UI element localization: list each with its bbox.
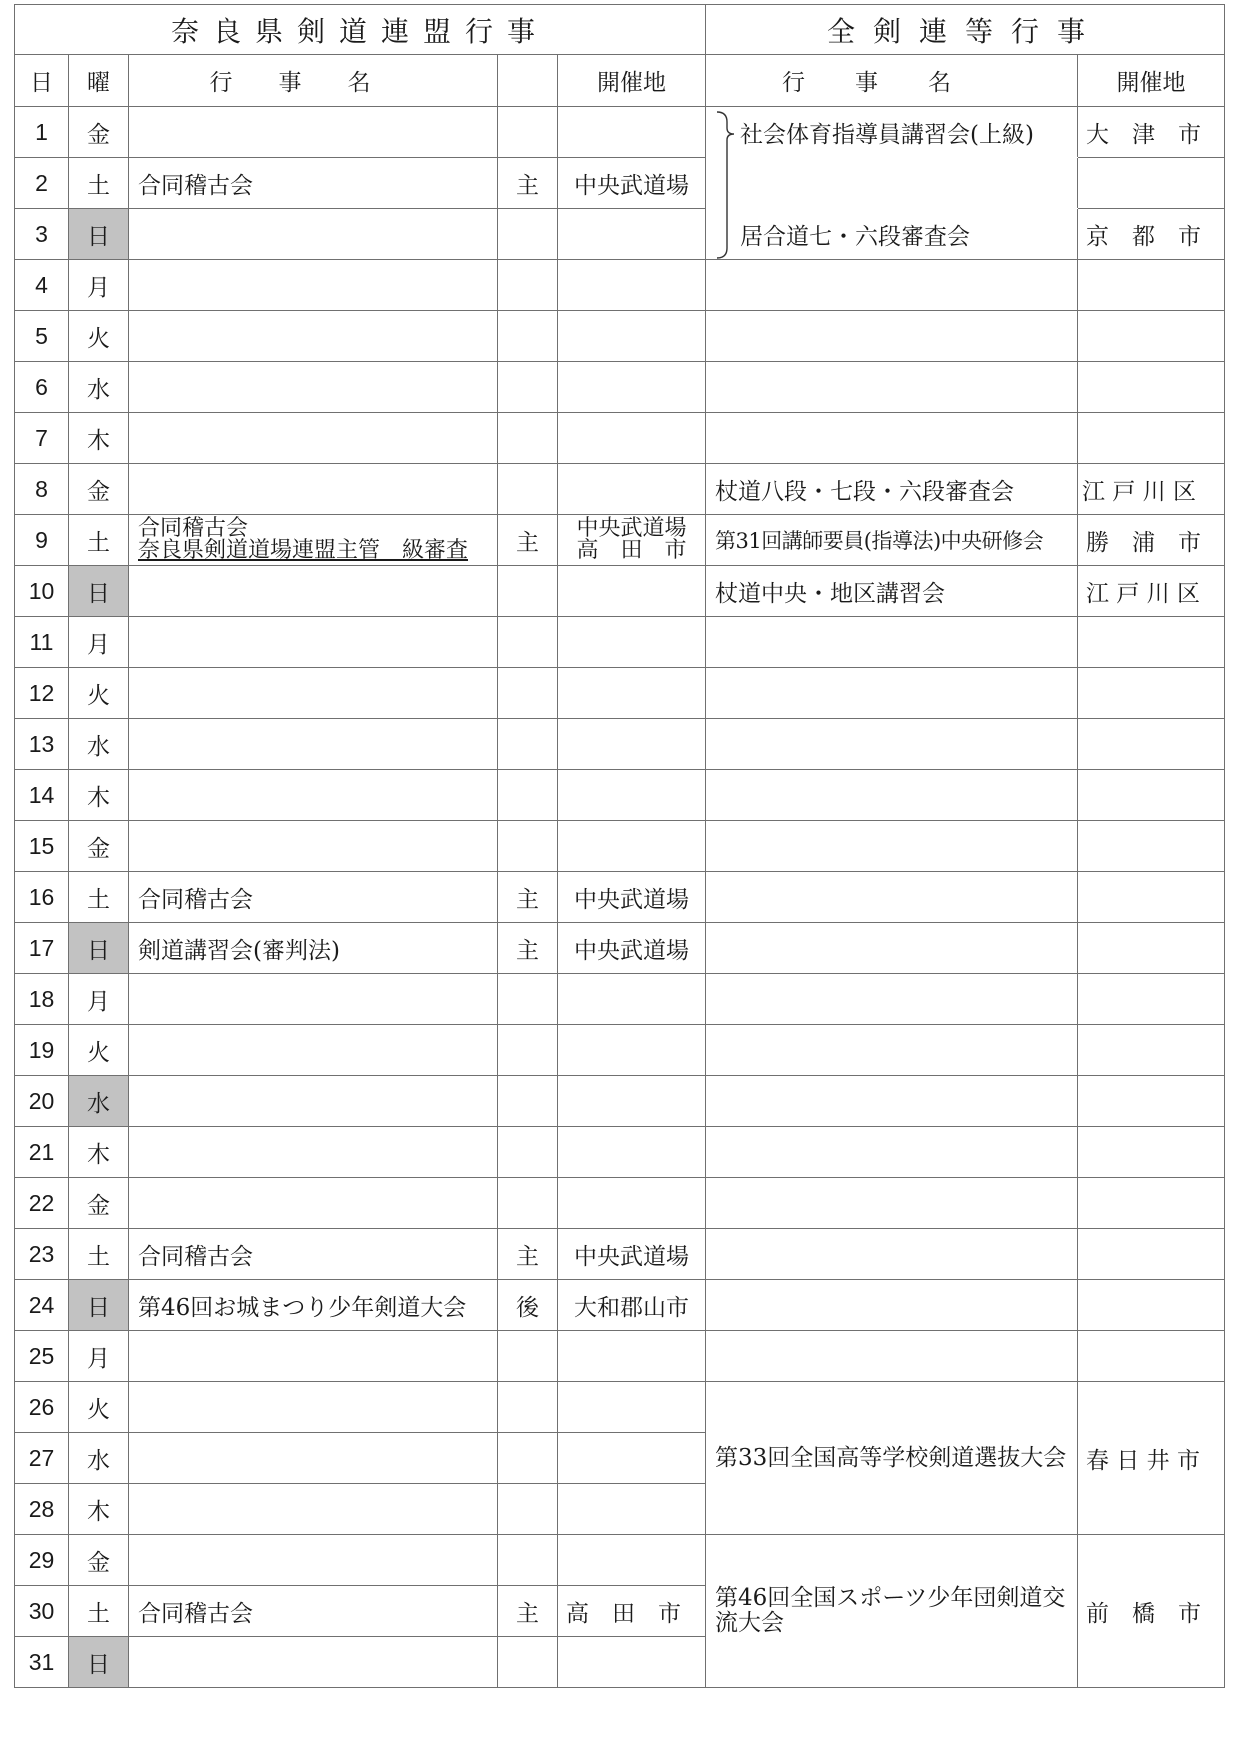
table-row <box>15 362 1225 413</box>
nara-event <box>129 260 498 311</box>
nara-venue-line: 高 田 市 <box>576 538 687 563</box>
national-event <box>706 872 1078 923</box>
national-venue <box>1078 464 1225 515</box>
weekday: 月 <box>69 974 129 1025</box>
day-number: 30 <box>15 1586 69 1637</box>
national-event <box>706 719 1078 770</box>
day-number: 23 <box>15 1229 69 1280</box>
national-event <box>706 260 1078 311</box>
nara-kind <box>498 413 558 464</box>
weekday: 月 <box>69 617 129 668</box>
table-row <box>15 872 1225 923</box>
weekday: 土 <box>69 1586 129 1637</box>
national-venue <box>1078 1331 1225 1382</box>
nara-kind <box>498 668 558 719</box>
national-venue <box>1078 1229 1225 1280</box>
nara-kind: 主 <box>498 1229 558 1280</box>
nara-event <box>129 821 498 872</box>
nara-venue: 中央武道場 <box>558 872 706 923</box>
nara-event <box>129 566 498 617</box>
weekday: 木 <box>69 413 129 464</box>
nara-venue <box>558 974 706 1025</box>
nara-kind: 主 <box>498 158 558 209</box>
nara-kind <box>498 719 558 770</box>
table-row <box>15 821 1225 872</box>
nara-venue <box>558 1178 706 1229</box>
day-number: 7 <box>15 413 69 464</box>
national-venue <box>1078 1025 1225 1076</box>
national-venue-text: 京 都 市 <box>1086 223 1202 250</box>
table-row <box>15 1535 1225 1586</box>
nara-kind <box>498 1382 558 1433</box>
nara-kind: 主 <box>498 923 558 974</box>
nara-event <box>129 464 498 515</box>
nara-event <box>129 1382 498 1433</box>
national-event <box>706 668 1078 719</box>
national-event <box>706 821 1078 872</box>
nara-kind <box>498 1178 558 1229</box>
table-row <box>15 1229 1225 1280</box>
day-number: 15 <box>15 821 69 872</box>
col-header-national-event: 行事名 <box>706 55 1078 107</box>
nara-event <box>129 413 498 464</box>
national-event: 社会体育指導員講習会(上級) <box>706 107 1078 158</box>
national-event: 杖道八段・七段・六段審査会 <box>706 464 1078 515</box>
table-row <box>15 464 1225 515</box>
national-venue <box>1078 1535 1225 1688</box>
national-event <box>706 1178 1078 1229</box>
nara-event <box>129 311 498 362</box>
weekday: 土 <box>69 515 129 566</box>
national-venue-text: 春 日 井 市 <box>1086 1447 1200 1474</box>
day-number: 12 <box>15 668 69 719</box>
nara-kind <box>498 617 558 668</box>
nara-kind <box>498 1637 558 1688</box>
nara-venue <box>558 1331 706 1382</box>
weekday: 火 <box>69 668 129 719</box>
day-number: 9 <box>15 515 69 566</box>
nara-kind <box>498 770 558 821</box>
nara-venue <box>558 668 706 719</box>
nara-venue <box>558 311 706 362</box>
nara-venue <box>558 209 706 260</box>
day-number: 26 <box>15 1382 69 1433</box>
national-venue <box>1078 209 1225 260</box>
col-header-dow: 曜 <box>69 55 129 107</box>
table-row <box>15 158 1225 209</box>
weekday: 日 <box>69 1637 129 1688</box>
nara-venue: 中央武道場 <box>558 158 706 209</box>
nara-venue <box>558 260 706 311</box>
table-row <box>15 566 1225 617</box>
nara-venue-text: 高 田 市 <box>566 1600 681 1627</box>
nara-kind <box>498 1127 558 1178</box>
day-number: 22 <box>15 1178 69 1229</box>
national-venue-text: 江 戸 川 区 <box>1082 478 1196 505</box>
nara-venue <box>558 1433 706 1484</box>
nara-kind <box>498 362 558 413</box>
weekday: 金 <box>69 821 129 872</box>
day-number: 13 <box>15 719 69 770</box>
nara-venue <box>558 1586 706 1637</box>
weekday: 木 <box>69 1484 129 1535</box>
weekday: 金 <box>69 107 129 158</box>
day-number: 25 <box>15 1331 69 1382</box>
day-number: 16 <box>15 872 69 923</box>
table-row <box>15 1178 1225 1229</box>
nara-kind <box>498 1433 558 1484</box>
nara-kind <box>498 311 558 362</box>
nara-venue <box>558 566 706 617</box>
national-event: 第46回全国スポーツ少年団剣道交流大会 <box>706 1535 1078 1688</box>
day-number: 10 <box>15 566 69 617</box>
table-row <box>15 515 1225 566</box>
nara-venue <box>558 1637 706 1688</box>
national-event <box>706 1229 1078 1280</box>
col-header-day: 日 <box>15 55 69 107</box>
day-number: 18 <box>15 974 69 1025</box>
weekday: 日 <box>69 566 129 617</box>
nara-event <box>129 1637 498 1688</box>
nara-venue <box>558 362 706 413</box>
weekday: 水 <box>69 1076 129 1127</box>
day-number: 20 <box>15 1076 69 1127</box>
national-venue <box>1078 566 1225 617</box>
nara-venue-line: 中央武道場 <box>576 516 687 541</box>
nara-venue <box>558 464 706 515</box>
national-venue-text: 江 戸 川 区 <box>1086 580 1200 607</box>
national-venue <box>1078 719 1225 770</box>
nara-section-title: 奈良県剣道連盟行事 <box>15 5 706 55</box>
national-event <box>706 1025 1078 1076</box>
weekday: 日 <box>69 923 129 974</box>
weekday: 水 <box>69 1433 129 1484</box>
col-header-venue: 開催地 <box>558 55 706 107</box>
nara-event: 合同稽古会 <box>129 1586 498 1637</box>
nara-venue <box>558 821 706 872</box>
weekday: 木 <box>69 1127 129 1178</box>
weekday: 月 <box>69 260 129 311</box>
nara-kind <box>498 260 558 311</box>
nara-kind <box>498 566 558 617</box>
nara-event <box>129 1076 498 1127</box>
day-number: 5 <box>15 311 69 362</box>
national-venue <box>1078 617 1225 668</box>
table-row <box>15 923 1225 974</box>
nara-venue <box>558 770 706 821</box>
day-number: 29 <box>15 1535 69 1586</box>
nara-kind: 主 <box>498 872 558 923</box>
table-row <box>15 413 1225 464</box>
national-event <box>706 1331 1078 1382</box>
weekday: 木 <box>69 770 129 821</box>
national-venue <box>1078 158 1225 209</box>
day-number: 14 <box>15 770 69 821</box>
nara-event: 合同稽古会 <box>129 1229 498 1280</box>
national-event: 杖道中央・地区講習会 <box>706 566 1078 617</box>
national-venue <box>1078 311 1225 362</box>
weekday: 火 <box>69 1025 129 1076</box>
nara-event-line: 奈良県剣道道場連盟主管 級審査 <box>138 538 469 563</box>
weekday: 金 <box>69 1178 129 1229</box>
nara-event <box>129 719 498 770</box>
weekday: 金 <box>69 464 129 515</box>
national-venue-text: 勝 浦 市 <box>1086 529 1202 556</box>
table-row <box>15 974 1225 1025</box>
national-section-title: 全剣連等行事 <box>706 5 1225 55</box>
nara-event <box>129 107 498 158</box>
nara-venue <box>558 617 706 668</box>
national-event <box>706 1076 1078 1127</box>
national-venue <box>1078 821 1225 872</box>
national-event: 居合道七・六段審査会 <box>706 209 1078 260</box>
table-row <box>15 311 1225 362</box>
national-venue <box>1078 1127 1225 1178</box>
nara-kind <box>498 209 558 260</box>
table-row <box>15 1025 1225 1076</box>
nara-event: 合同稽古会 <box>129 872 498 923</box>
national-venue <box>1078 1178 1225 1229</box>
nara-venue <box>558 1382 706 1433</box>
table-row <box>15 668 1225 719</box>
nara-event <box>129 974 498 1025</box>
nara-venue <box>558 1535 706 1586</box>
day-number: 19 <box>15 1025 69 1076</box>
national-venue-text: 前 橋 市 <box>1086 1600 1202 1627</box>
table-row <box>15 617 1225 668</box>
weekday: 日 <box>69 209 129 260</box>
nara-venue: 中央武道場 <box>558 1229 706 1280</box>
nara-venue <box>558 413 706 464</box>
nara-venue <box>558 107 706 158</box>
table-row <box>15 260 1225 311</box>
day-number: 24 <box>15 1280 69 1331</box>
day-number: 3 <box>15 209 69 260</box>
day-number: 17 <box>15 923 69 974</box>
national-event <box>706 617 1078 668</box>
national-event <box>706 362 1078 413</box>
nara-kind <box>498 107 558 158</box>
nara-event <box>129 362 498 413</box>
weekday: 土 <box>69 158 129 209</box>
col-header-national-venue: 開催地 <box>1078 55 1225 107</box>
nara-event: 第46回お城まつり少年剣道大会 <box>129 1280 498 1331</box>
weekday: 火 <box>69 1382 129 1433</box>
nara-venue: 中央武道場 <box>558 923 706 974</box>
day-number: 28 <box>15 1484 69 1535</box>
national-event <box>706 770 1078 821</box>
day-number: 21 <box>15 1127 69 1178</box>
nara-venue <box>558 1076 706 1127</box>
nara-kind <box>498 1331 558 1382</box>
weekday: 土 <box>69 1229 129 1280</box>
nara-kind: 主 <box>498 515 558 566</box>
weekday: 月 <box>69 1331 129 1382</box>
national-venue <box>1078 107 1225 158</box>
nara-kind <box>498 1484 558 1535</box>
event-calendar-table <box>14 4 1225 1688</box>
national-venue <box>1078 974 1225 1025</box>
nara-event <box>129 617 498 668</box>
national-event <box>706 311 1078 362</box>
weekday: 火 <box>69 311 129 362</box>
national-venue <box>1078 668 1225 719</box>
table-row <box>15 209 1225 260</box>
table-row <box>15 1382 1225 1433</box>
national-venue <box>1078 872 1225 923</box>
col-header-kind <box>498 55 558 107</box>
day-number: 2 <box>15 158 69 209</box>
nara-kind <box>498 1025 558 1076</box>
national-event: 第33回全国高等学校剣道選抜大会 <box>706 1382 1078 1535</box>
nara-event <box>129 1025 498 1076</box>
national-event <box>706 923 1078 974</box>
national-venue <box>1078 770 1225 821</box>
nara-kind: 後 <box>498 1280 558 1331</box>
national-venue <box>1078 1280 1225 1331</box>
nara-event <box>129 515 498 566</box>
day-number: 1 <box>15 107 69 158</box>
national-venue <box>1078 362 1225 413</box>
nara-venue <box>558 1484 706 1535</box>
table-row <box>15 719 1225 770</box>
table-row <box>15 1331 1225 1382</box>
weekday: 水 <box>69 362 129 413</box>
nara-event <box>129 209 498 260</box>
national-venue <box>1078 515 1225 566</box>
national-venue <box>1078 413 1225 464</box>
national-venue <box>1078 923 1225 974</box>
nara-venue <box>558 719 706 770</box>
day-number: 31 <box>15 1637 69 1688</box>
table-row <box>15 1127 1225 1178</box>
weekday: 水 <box>69 719 129 770</box>
nara-event <box>129 1433 498 1484</box>
table-row <box>15 107 1225 158</box>
nara-kind <box>498 1076 558 1127</box>
nara-kind <box>498 464 558 515</box>
nara-event <box>129 1484 498 1535</box>
national-venue <box>1078 1076 1225 1127</box>
day-number: 11 <box>15 617 69 668</box>
nara-event-line: 合同稽古会 <box>138 516 249 541</box>
nara-event <box>129 668 498 719</box>
day-number: 4 <box>15 260 69 311</box>
nara-event <box>129 1535 498 1586</box>
national-event: 第31回講師要員(指導法)中央研修会 <box>706 515 1078 566</box>
nara-event <box>129 1127 498 1178</box>
national-event <box>706 158 1078 209</box>
nara-event <box>129 1178 498 1229</box>
day-number: 27 <box>15 1433 69 1484</box>
national-event <box>706 974 1078 1025</box>
national-venue <box>1078 260 1225 311</box>
nara-venue <box>558 515 706 566</box>
national-event <box>706 1127 1078 1178</box>
nara-kind <box>498 974 558 1025</box>
nara-venue: 大和郡山市 <box>558 1280 706 1331</box>
weekday: 土 <box>69 872 129 923</box>
nara-event: 合同稽古会 <box>129 158 498 209</box>
table-row <box>15 1076 1225 1127</box>
national-venue-text: 大 津 市 <box>1086 121 1202 148</box>
day-number: 6 <box>15 362 69 413</box>
table-row <box>15 770 1225 821</box>
nara-venue <box>558 1025 706 1076</box>
table-row <box>15 1280 1225 1331</box>
nara-event <box>129 1331 498 1382</box>
nara-event <box>129 770 498 821</box>
weekday: 金 <box>69 1535 129 1586</box>
col-header-event: 行事名 <box>129 55 498 107</box>
nara-venue <box>558 1127 706 1178</box>
national-event <box>706 413 1078 464</box>
nara-kind <box>498 1535 558 1586</box>
nara-kind <box>498 821 558 872</box>
national-event <box>706 1280 1078 1331</box>
day-number: 8 <box>15 464 69 515</box>
nara-kind: 主 <box>498 1586 558 1637</box>
weekday: 日 <box>69 1280 129 1331</box>
nara-event: 剣道講習会(審判法) <box>129 923 498 974</box>
national-venue <box>1078 1382 1225 1535</box>
